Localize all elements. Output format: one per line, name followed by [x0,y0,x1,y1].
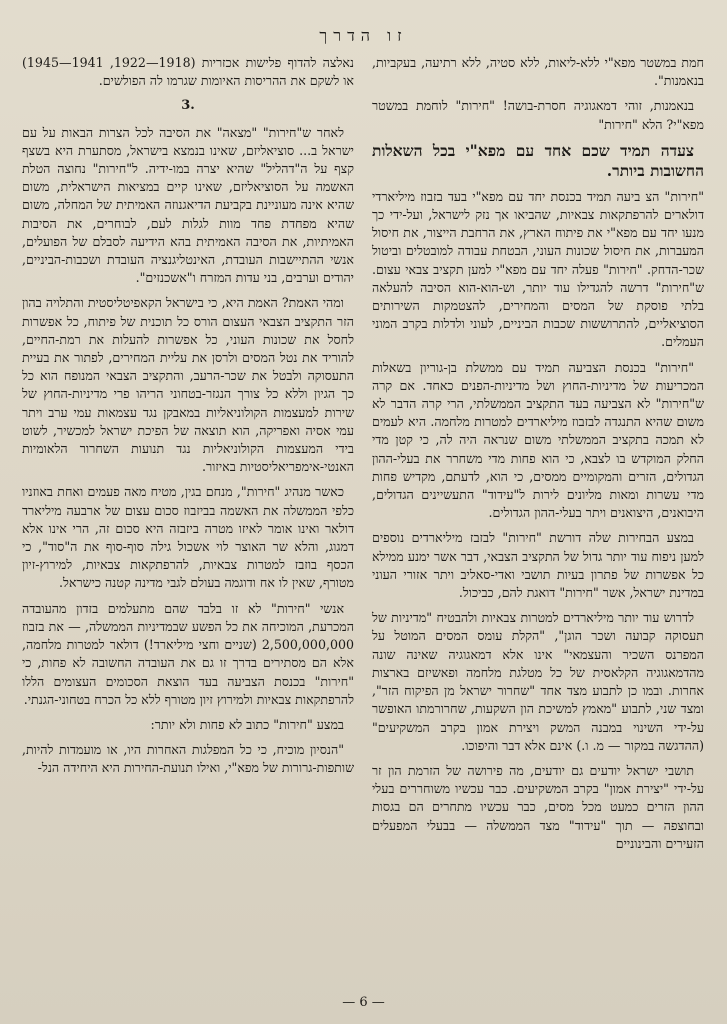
paragraph: ומהי האמת? האמת היא, כי בישראל הקאפיטליסטית והתלויה בהון הזר התקציב הצבאי העצום הורס כל תוכנית של פיתוח, כל אפשרות לחסל את שכונות העוני, כל אפשרות להעלות את רמת-החיים, להוריד את נטל המסים ולרסן את עליית המחירים, לפתור את בעיית התעסוקה ולבטל את שכר-הרעב, והתקציב הצבאי המנופח הוא כל כך הגיון וללא כל צורך הנגזר-בטחוני הריהו פרי מדיניות-החוץ של שירות למעצמות הקולוניאליות במאבקן נגד עצמאות עמי ערב ויתר עמי אסיה ואפריקה, הוא תוצאה של הפיכת ישראל למכשיר, לשוט בידי המעצמות הקולוניאליות נגד תנועות השחרור הלאומיות האנטי-אימפריאליסטיות באיזור. [22,295,354,475]
text-columns [22,54,705,954]
paragraph: "חירות" הצ ביעה תמיד בכנסת יחד עם מפא"י בעד בזבוז מיליארדי דולארים להרפתקאות צבאיות, שהביאו אך נזק לישראל, ועל-ידי כך מנעו יחד עם מפא"י את פיתוח הארץ, את הרחבת הייצור, את חיסול המעברות, את חיסול שכונות העוני, הבטחת עבודה למובטלים וביטול שכר-הדחק. "חירות" פעלה יחד עם מפא"י למען תקציב צבאי עצום. ש"חירות" דרשה להגדילו עוד יותר, וש-הוא-הוא הסיבה להעלאה בלתי פוסקת של המסים והמחירים, להצטמקות השירותים הסוציאליים, להתרוששות שכבות הביניים, לעוני ולדלות בקרב המוני העמלים. [372,188,704,350]
paragraph: אנשי "חירות" לא זו בלבד שהם מתעלמים בזדון מהעובדה המכרעת, המוכיחה את כל הפשע שבמדיניות הממשלה, — את בזבוז 2,500,000,000 (שניים וחצי מיליארד!) דולאר למטרות מלחמה, אלא הם מסתירים בדרך זו גם את העובדה החשובה לא פחות, כי "חירות" בכנסת הצביעה בעד הוצאת הסכומים העצומים הללו להרפתקאות צבאיות ולמירוץ זיון מטורף ללא כל הכרח בטחוני-הגנתי. [22,600,354,707]
paragraph: חמת במשטר מפא"י ללא-ליאות, ללא סטיה, ללא רתיעה, בעקביות, בנאמנות". [372,55,704,89]
section-number: 3. [181,98,195,114]
paragraph: במצע "חירות" כתוב לא פחות ולא יותר: [150,716,344,732]
right-column [22,54,354,954]
paragraph: תושבי ישראל יודעים גם יודעים, מה פירושה של הזרמת הון זר על-ידי "יצירת אמון" בקרב המשקיעים. כבר עכשיו משוחררים בעלי ההון הזרים כמעט מכל מסים, כבר עכשיו מתחרים הם בגסות ובחוצפה — תוך "עידוד" מצד הממשלה — בבעלי המפעלים הזעירים והבינוניים [372,762,704,851]
paragraph: לדרוש עוד יותר מיליארדים למטרות צבאיות ולהבטיח "מדיניות של תעסוקה קבועה ושכר הוגן", "הקלת עומס המסים המוטל על המפרנס השכיר והעצמאי" אינו אלא דמאגוגיה שאינה שונה מהדמאגוגיה הקלאסית של כל מטלגת מלחמה ופאשיזם בארצות אחרות. ובמו כן לתבוע מצד אחד "שחרור ישראל מן הפיקוח הזר", ומצד שני, לתבוע "מאמץ למשיכת הון השקעות, שחרורמתו האופשר על-ידי השינוי במבנה המשק ויצירת אמון בקרב המשקיעים" (ההדגשה במקור — מ. ו.) אינם אלא דבר והיפוכו. [372,610,704,753]
emphasized-statement: צעדה תמיד שכם אחד עם מפא"י בכל השאלות החשובות ביותר. [372,140,704,180]
paragraph: "הנסיון מוכיח, כי כל המפלגות האחרות היו, או מועמדות להיות, שותפות-גרורות של מפא"י, ואילו תנועת-החירות היא היחידה הנל- [22,742,354,776]
intro-paragraph: נאלצה להדוף פלישות אכזריות (1918—1922, 1941—1945) או לשקם את ההריסות האיומות שגרמו לה הפולשים. [22,55,354,89]
left-column [372,54,704,954]
paragraph: בנאמנות, זוהי דמאגוגיה חסרת-בושה! "חירות" לוחמת במשטר מפא"י? הלא "חירות" [372,98,704,132]
page-number: — 6 — [342,995,385,1010]
running-head: זו הדרך [319,26,408,45]
paragraph: במצע הבחירות שלה דורשת "חירות" לבזבז מיליארדים נוספים למען ניפוח עוד יותר גדול של התקציב הצבאי, דבר אשר ימנע ממילא כל אפשרות של פתרון בעיות תושבי ואדי-סאליב ויתר אזורי העוני במדינת ישראל, אשר "חירות" דואגת להם, כביכול. [372,530,704,601]
paragraph: לאחר ש"חירות" "מצאה" את הסיבה לכל הצרות הבאות על עם ישראל ב... סוציאליזם, שאינו בנמצא בישראל, מסתערת היא בשצף קצף על ה"דהליל" שהיא יצרה במו-ידיה. ל"חירות" נחוצה הטלת האשמה על הסוציאליזם, שאינו קיים במציאות הישראלית, משום שהיא אינה מעוניינת בקביעת הדיאגנוזה האמיתית של המחלה, משום שהיא מפחדת פחד מוות לגלות לעם, לבוחרים, את הסיבות האמיתיות, את הסיבה האמיתית בהא הידיעה לסבלם של הפועלים, אנשי ההתיישבות העובדת, האינטליגנציה העובדת ושכבות-הביניים, יהודים וערבים, בני עדות המזרח ו"אשכנזים". [22,124,354,286]
paragraph: כאשר מנהיג "חירות", מנחם בגין, מטיח מאה פעמים ואחת באוזניו כלפי הממשלה את האשמה בביזבוז סכום עצום של ארבעה מיליארד דולאר ואינו אומר לאיזו מטרה ביזבזה היא סכום זה, הרי אינו אלא דמגוג, והלא שר האוצר לוי אשכול גילה סוף-סוף את ה"סוד", כי הכסף בוזבז למטרות צבאיות, להרפתקאות צבאיות, למירוץ-זיון מטורף, שאין לו אח ודוגמה בעולם לגבי מדינה קטנה כישראל. [22,484,354,591]
paragraph: "חירות" בכנסת הצביעה תמיד עם ממשלת בן-גוריון בשאלות המכריעות של מדיניות-החוץ ושל מדיניות-הפנים כאחד. אם קרה ש"חירות" לא הצביעה בעד התקציב הממשלתי, הרי קרה הדבר לא משום שהיא התנגדה לבזבוז מיליארדים למטרות מלחמה. היא לעמים לא תמכה בתקציב הממשלתי משום שנראה היה לה, כי קטן מדי החלק המוקדש בו לצבא, כי הוא פחות מדי משחרר את בעלי-ההון הגדולים, הזרים והמקומיים ממסים, כי הוא, לדעתם, מקדיש פחות מדי עשרות ומאות מליונים לירות ל"עידוד" התעשיינים הגדולים, היבואנים, היצואנים ויתר בעלי-ההון הגדולים. [372,359,704,521]
